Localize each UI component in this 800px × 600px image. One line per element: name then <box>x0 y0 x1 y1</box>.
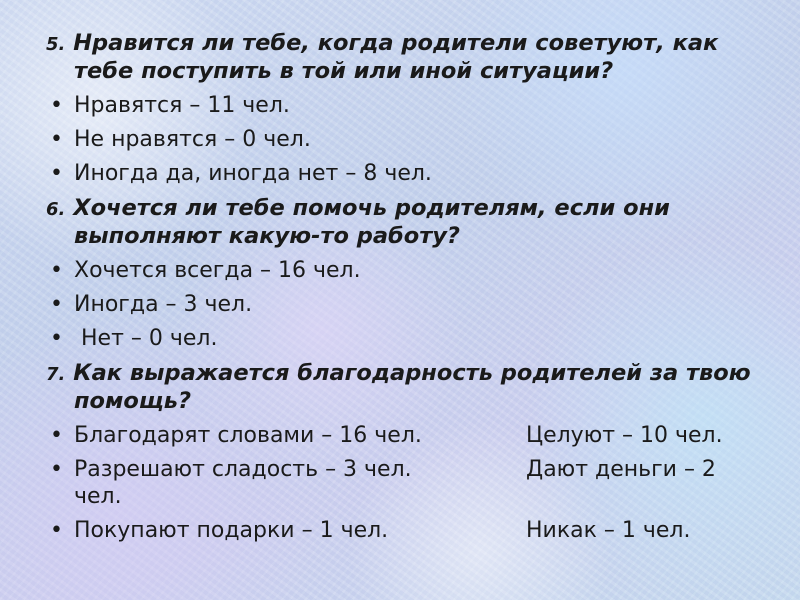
bullet-icon: • <box>50 326 63 351</box>
question-text: Нравится ли тебе, когда родители советуют, как тебе поступить в той или иной ситуации? <box>73 30 719 84</box>
list-item <box>46 456 776 510</box>
answer-text-left: Разрешают сладость – 3 чел. <box>74 457 412 482</box>
answer-text: Нет – 0 чел. <box>74 326 218 351</box>
question-number: 5. <box>46 34 66 55</box>
list-item <box>46 126 776 153</box>
answer-text: Нравятся – 11 чел. <box>74 93 290 118</box>
bullet-icon: • <box>50 457 63 482</box>
bullet-icon: • <box>50 423 63 448</box>
answer-text-right: Дают деньги – 2 <box>526 457 716 482</box>
slide-content <box>46 22 776 551</box>
question-text: Хочется ли тебе помочь родителям, если они выполняют какую-то работу? <box>73 195 670 249</box>
answer-text: Иногда да, иногда нет – 8 чел. <box>74 161 432 186</box>
answer-text-left: Покупают подарки – 1 чел. <box>74 518 389 543</box>
question-5 <box>46 30 776 85</box>
list-item <box>46 160 776 187</box>
list-item <box>46 422 776 449</box>
list-item <box>46 325 776 352</box>
answer-text: Не нравятся – 0 чел. <box>74 127 311 152</box>
bullet-icon: • <box>50 258 63 283</box>
list-item <box>46 517 776 544</box>
bullet-icon: • <box>50 161 63 186</box>
question-number: 7. <box>46 364 66 385</box>
question-number: 6. <box>46 199 66 220</box>
bullet-icon: • <box>50 292 63 317</box>
list-item <box>46 291 776 318</box>
answer-text-right: Целуют – 10 чел. <box>526 423 723 448</box>
list-item <box>46 257 776 284</box>
bullet-icon: • <box>50 93 63 118</box>
question-6 <box>46 195 776 250</box>
list-item <box>46 92 776 119</box>
answer-text-wrap: чел. <box>74 484 122 509</box>
bullet-icon: • <box>50 127 63 152</box>
question-7 <box>46 360 776 415</box>
answer-text: Иногда – 3 чел. <box>74 292 253 317</box>
answer-text: Хочется всегда – 16 чел. <box>74 258 361 283</box>
question-text: Как выражается благодарность родителей за твою помощь? <box>73 360 751 414</box>
answer-text-right: Никак – 1 чел. <box>526 518 691 543</box>
answer-text-left: Благодарят словами – 16 чел. <box>74 423 422 448</box>
bullet-icon: • <box>50 518 63 543</box>
